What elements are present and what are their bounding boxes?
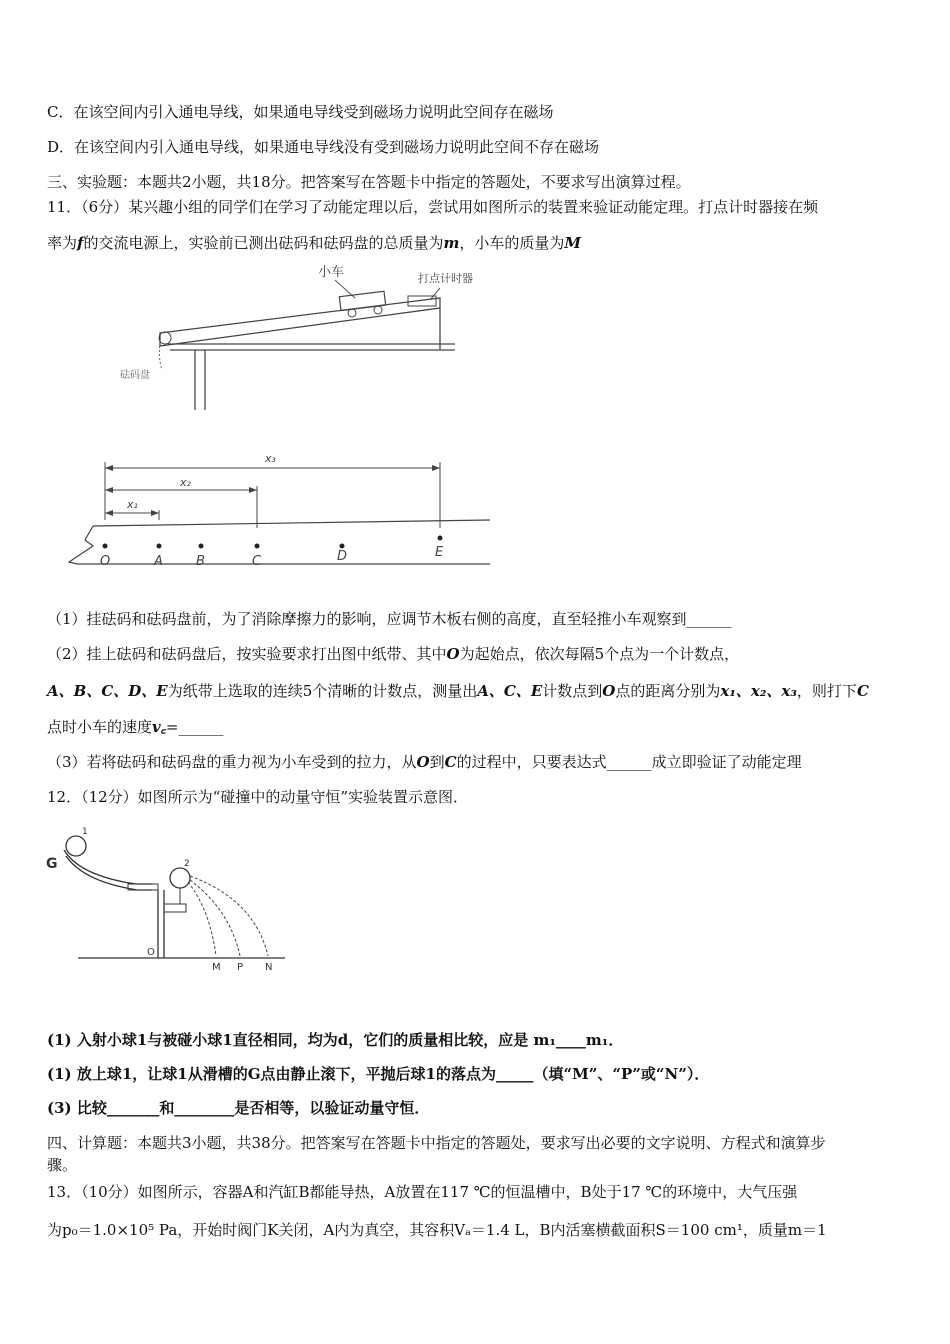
arrowhead (151, 510, 159, 516)
weight-label: 砝码盘 (120, 370, 150, 381)
paper-tape-figure (65, 450, 495, 575)
label-O: O (147, 947, 155, 958)
var-C: C (444, 753, 457, 771)
q11-part-1: （1）挂砝码和砝码盘前，为了消除摩擦力的影响，应调节木板右侧的高度，直至轻推小车观察到______ (47, 610, 732, 628)
arrowhead (432, 465, 440, 471)
q11-part-2-line-2 (47, 681, 907, 701)
tape-dot-C (255, 544, 260, 549)
q11-text: 点的距离分别为 (615, 682, 721, 700)
ball-2 (170, 868, 190, 888)
x3-label: x₃ (265, 452, 276, 465)
option-d: D．在该空间内引入通电导线，如果通电导线没有受到磁场力说明此空间不存在磁场 (47, 138, 600, 156)
label-N: N (265, 962, 273, 973)
arrowhead (249, 487, 257, 493)
q11-line-2 (47, 233, 907, 253)
point-label-A: A (154, 554, 163, 569)
var-m: m (443, 234, 460, 252)
trajectory-P (190, 880, 240, 956)
arrowhead (105, 487, 113, 493)
tape-dot-O (103, 544, 108, 549)
pulley (159, 332, 171, 344)
label-P: P (237, 962, 244, 973)
trajectory-M (188, 882, 216, 956)
tape-dot-B (199, 544, 204, 549)
q11-line-1: 11．（6分）某兴趣小组的同学们在学习了动能定理以后，尝试用如图所示的装置来验证动能定理。打点计时器接在频 (47, 198, 819, 216)
q12-part-1: (1) 入射小球1与被碰小球1直径相同，均为d，它们的质量相比较，应是 m₁____m₁． (47, 1031, 624, 1049)
tape-top-edge (93, 520, 490, 526)
label-ball-2: 2 (184, 859, 190, 869)
x1-label: x₁ (127, 498, 138, 511)
section-3-heading: 三、实验题：本题共2小题，共18分。把答案写在答题卡中指定的答题处，不要求写出演算过程。 (47, 173, 691, 191)
q11-text: 的过程中，只要表达式______成立即验证了动能定理 (456, 753, 802, 771)
cart-wheel (348, 309, 356, 317)
ball-1 (66, 836, 86, 856)
var-M: M (564, 234, 581, 252)
q11-text: ，小车的质量为 (459, 234, 565, 252)
q11-text: 到 (429, 753, 445, 771)
var-C: C (856, 682, 869, 700)
q11-text: ，则打下 (796, 682, 857, 700)
q11-text: 率为 (47, 234, 78, 252)
cart-label: 小车 (318, 265, 345, 280)
q11-text: 为起始点，依次每隔5个点为一个计数点， (459, 645, 740, 663)
chute (64, 850, 152, 884)
q11-part-2-line-3 (47, 717, 907, 737)
distances: x₁、x₂、x₃ (720, 682, 797, 700)
tape-torn-end (69, 526, 93, 564)
tape-dot-E (438, 536, 443, 541)
q12-part-2: (1) 放上球1，让球1从滑槽的G点由静止滚下，平抛后球1的落点为_____（填“M”、“P”或“N”）． (47, 1065, 710, 1083)
section-4-heading-cont: 骤。 (47, 1156, 78, 1174)
var-O: O (446, 645, 460, 663)
chute (66, 856, 152, 890)
var-f: f (77, 234, 84, 252)
arrowhead (105, 510, 113, 516)
support-post (164, 904, 186, 912)
points-list: A、C、E (477, 682, 543, 700)
tape-dot-D (340, 544, 345, 549)
q11-part-2-line-1 (47, 644, 907, 664)
collision-apparatus-figure (40, 820, 300, 980)
q12-part-3: (3) 比较_______和________是否相等，以验证动量守恒． (47, 1099, 430, 1117)
arrowhead (105, 465, 113, 471)
q11-text: （2）挂上砝码和砝码盘后，按实验要求打出图中纸带、其中 (47, 645, 447, 663)
point-label-C: C (252, 554, 262, 569)
point-label-D: D (337, 549, 348, 564)
var-vc: v꜀ (152, 718, 166, 736)
tape-dot-A (157, 544, 162, 549)
trajectory-N (190, 876, 268, 956)
q11-text: =______ (165, 718, 224, 736)
point-label-E: E (435, 545, 444, 560)
cart (339, 291, 385, 310)
cart-apparatus-figure (110, 258, 490, 418)
q11-text: 为纸带上选取的连续5个清晰的计数点，测量出 (167, 682, 478, 700)
section-4-heading: 四、计算题：本题共3小题，共38分。把答案写在答题卡中指定的答题处，要求写出必要的文字说明、方程式和演算步 (47, 1134, 826, 1152)
inclined-board (160, 298, 440, 346)
q12-title: 12．（12分）如图所示为“碰撞中的动量守恒”实验装置示意图． (47, 788, 469, 806)
q11-text: （3）若将砝码和砝码盘的重力视为小车受到的拉力，从 (47, 753, 417, 771)
q11-text: 点时小车的速度 (47, 718, 153, 736)
x2-label: x₂ (180, 476, 191, 489)
timer-label: 打点计时器 (418, 272, 473, 285)
points-list: A、B、C、D、E (47, 682, 168, 700)
option-c: C．在该空间内引入通电导线，如果通电导线受到磁场力说明此空间存在磁场 (47, 103, 554, 121)
var-O: O (416, 753, 430, 771)
q11-text: 的交流电源上，实验前已测出砝码和砝码盘的总质量为 (83, 234, 444, 252)
q11-text: 计数点到 (542, 682, 603, 700)
var-O: O (602, 682, 616, 700)
label-ball-1: 1 (82, 827, 88, 837)
q13-line-1: 13．（10分）如图所示，容器A和汽缸B都能导热，A放置在117 ℃的恒温槽中，B处于17 ℃的环境中，大气压强 (47, 1183, 798, 1201)
point-label-O: O (100, 554, 111, 569)
label-M: M (212, 962, 221, 973)
q11-part-3 (47, 752, 907, 772)
label-G: G (46, 856, 58, 872)
point-label-B: B (196, 554, 205, 569)
cart-wheel (374, 306, 382, 314)
q13-line-2: 为p₀＝1.0×10⁵ Pa，开始时阀门K关闭，A内为真空，其容积Vₐ＝1.4 L，B内活塞横截面积S＝100 cm¹，质量m＝1 (47, 1221, 827, 1239)
